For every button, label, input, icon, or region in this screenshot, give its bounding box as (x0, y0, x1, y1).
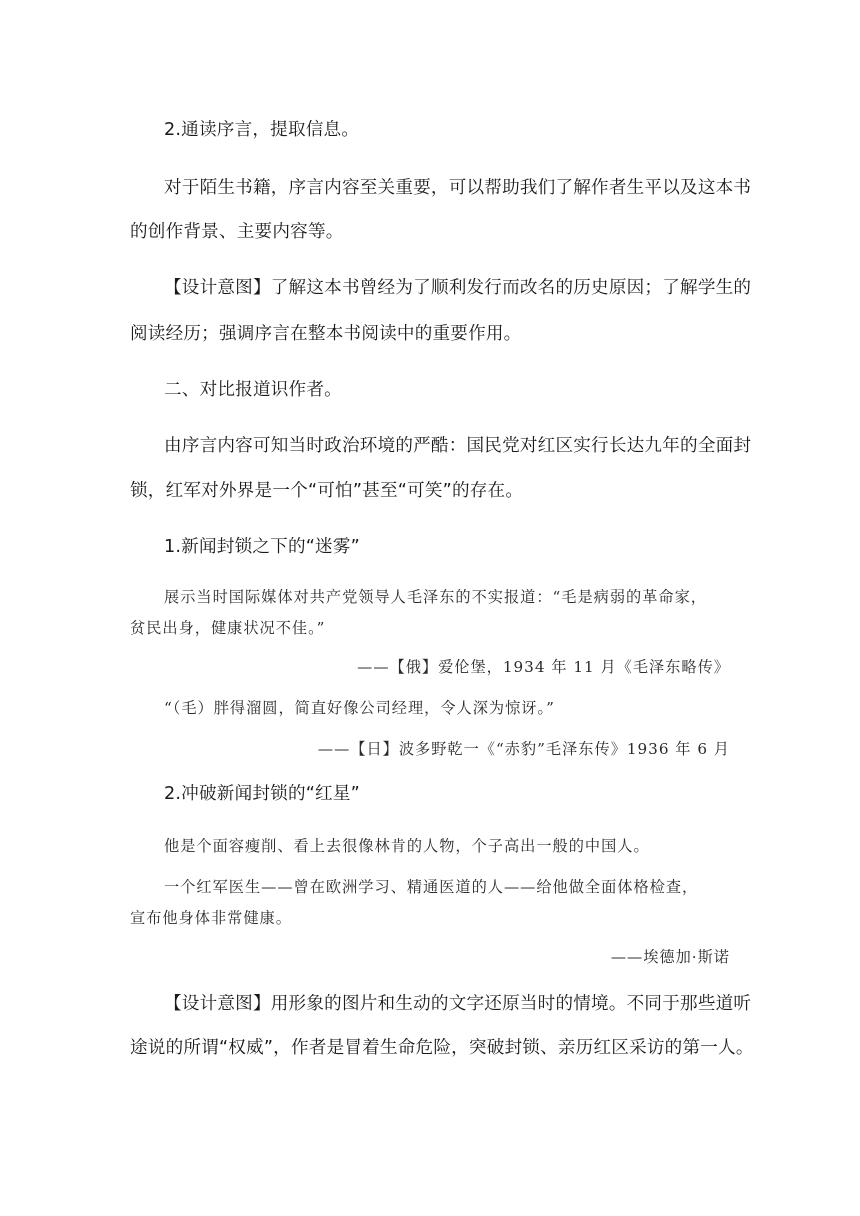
quote-line: 他是个面容瘦削、看上去很像林肯的人物，个子高出一般的中国人。 (164, 837, 650, 855)
design-intent-line: 【设计意图】用形象的图片和生动的文字还原当时的情境。不同于那些道听 (164, 994, 752, 1014)
quote-line: 贫民出身，健康状况不佳。” (130, 619, 326, 637)
quote-line: “（毛）胖得溜圆，简直好像公司经理，令人深为惊讶。” (164, 699, 555, 717)
quote-line: 宣布他身体非常健康。 (130, 909, 292, 927)
quote-line: 一个红军医生——曾在欧洲学习、精通医道的人——给他做全面体格检查， (164, 878, 699, 896)
paragraph-line: 锁，红军对外界是一个“可怕”甚至“可笑”的存在。 (130, 481, 524, 501)
design-intent-line: 阅读经历；强调序言在整本书阅读中的重要作用。 (130, 324, 522, 344)
quote-attribution: ——【日】波多野乾一《“赤豹”毛泽东传》1936 年 6 月 (317, 740, 730, 758)
quote-line: 展示当时国际媒体对共产党领导人毛泽东的不实报道：“毛是病弱的革命家， (164, 588, 707, 606)
paragraph-line: 的创作背景、主要内容等。 (130, 222, 344, 242)
subheading-read-preface: 2.通读序言，提取信息。 (164, 120, 360, 140)
paragraph-line: 由序言内容可知当时政治环境的严酷：国民党对红区实行长达九年的全面封 (164, 436, 752, 456)
design-intent-line: 【设计意图】了解这本书曾经为了顺利发行而改名的历史原因；了解学生的 (164, 278, 752, 298)
subheading-news-blockade: 1.新闻封锁之下的“迷雾” (164, 537, 360, 557)
subheading-red-star: 2.冲破新闻封锁的“红星” (164, 784, 360, 804)
section-heading: 二、对比报道识作者。 (164, 380, 342, 400)
quote-attribution: ——埃德加·斯诺 (610, 948, 730, 966)
paragraph-line: 对于陌生书籍，序言内容至关重要，可以帮助我们了解作者生平以及这本书 (164, 178, 752, 198)
design-intent-line: 途说的所谓“权威”，作者是冒着生命危险，突破封锁、亲历红区采访的第一人。 (130, 1038, 754, 1058)
quote-attribution: ——【俄】爱伦堡，1934 年 11 月《毛泽东略传》 (357, 658, 730, 676)
